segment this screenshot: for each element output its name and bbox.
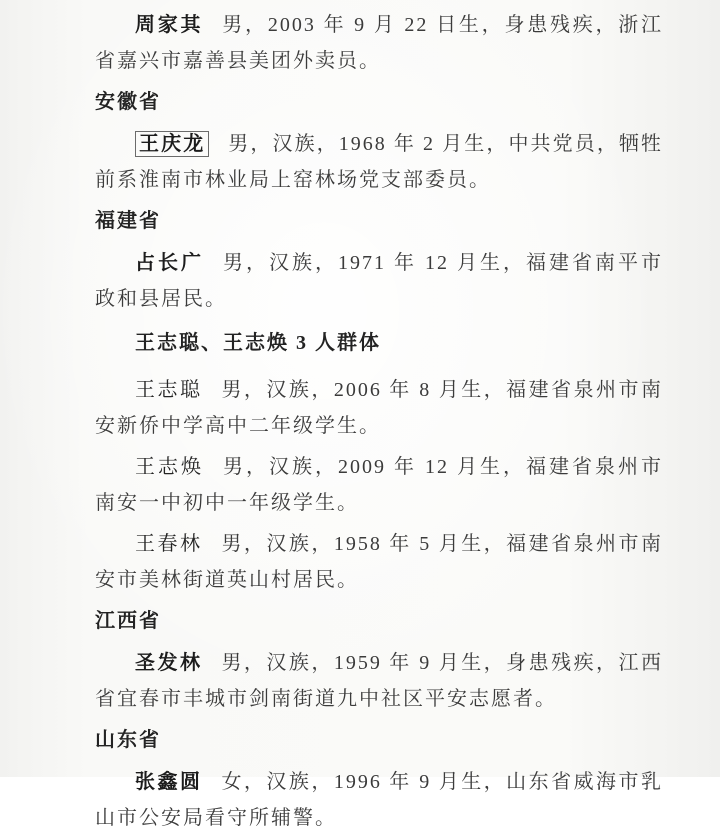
entry-text: 男，汉族，2006 年 8 月生，福建省泉州市南安新侨中学高中二年级学生。 [95, 379, 664, 437]
person-name: 王志焕 [135, 456, 204, 478]
province-heading: 江西省 [95, 610, 161, 632]
entry-text: 女，汉族，1996 年 9 月生，山东省威海市乳山市公安局看守所辅警。 [95, 771, 664, 829]
entry-paragraph [95, 764, 663, 836]
document-body [95, 7, 663, 836]
person-name: 王志聪 [135, 379, 203, 401]
person-name: 周家其 [135, 14, 204, 36]
entry-text: 男，汉族，1959 年 9 月生，身患残疾，江西省宜春市丰城市剑南街道九中社区平安志愿者。 [95, 652, 664, 710]
entry-paragraph [95, 7, 663, 79]
person-name: 王春林 [135, 533, 203, 555]
group-heading: 王志聪、王志焕 3 人群体 [135, 332, 381, 354]
entry-paragraph [95, 126, 663, 198]
person-name: 占长广 [135, 252, 204, 274]
entry-text: 男，汉族，1971 年 12 月生，福建省南平市政和县居民。 [95, 252, 663, 310]
entry-paragraph [95, 645, 663, 717]
entry-text: 男，汉族，1958 年 5 月生，福建省泉州市南安市美林街道英山村居民。 [95, 533, 664, 591]
entry-text: 男，2003 年 9 月 22 日生，身患残疾，浙江省嘉兴市嘉善县美团外卖员。 [95, 14, 664, 72]
entry-text: 男，汉族，2009 年 12 月生，福建省泉州市南安一中初中一年级学生。 [95, 456, 663, 514]
province-heading: 安徽省 [95, 91, 161, 113]
province-heading: 山东省 [95, 729, 161, 751]
entry-text: 男，汉族，1968 年 2 月生，中共党员，牺牲前系淮南市林业局上窑林场党支部委员。 [95, 133, 664, 191]
entry-paragraph [95, 526, 663, 598]
entry-paragraph [95, 449, 663, 521]
entry-paragraph [95, 372, 663, 444]
person-name: 圣发林 [135, 652, 203, 674]
person-name: 张鑫圆 [135, 771, 203, 793]
person-name-selection-box: 王庆龙 [135, 131, 209, 157]
entry-paragraph [95, 245, 663, 317]
province-heading: 福建省 [95, 210, 161, 232]
